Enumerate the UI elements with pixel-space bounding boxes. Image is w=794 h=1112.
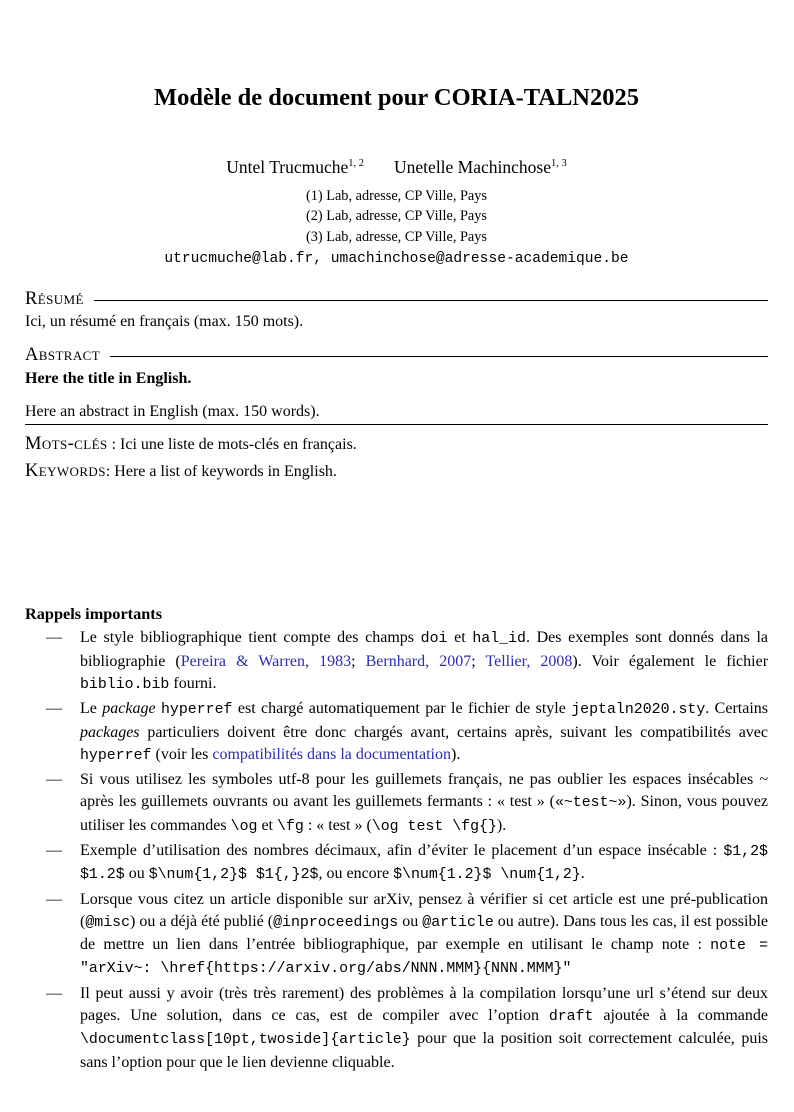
text-segment: fourni.: [169, 674, 217, 692]
list-item: [25, 769, 768, 838]
inline-code: draft: [548, 1009, 594, 1026]
paper-title: Modèle de document pour CORIA-TALN2025: [153, 84, 639, 111]
text-segment: . Certains: [705, 700, 768, 718]
italic-text: package: [102, 700, 156, 718]
citation-link[interactable]: compatibilités dans la documentation: [212, 745, 451, 763]
dash-bullet: —: [46, 629, 62, 647]
dash-bullet: —: [46, 771, 62, 789]
inline-code: biblio.bib: [80, 676, 170, 693]
author-2-affiliation-marks: 1, 3: [550, 158, 567, 169]
text-segment: ajoutée à la commande: [593, 1007, 768, 1025]
keywords-label: Keywords: [25, 461, 106, 482]
text-segment: et: [447, 629, 473, 647]
list-item: [25, 627, 768, 696]
inline-code: \og test \fg{}: [371, 818, 497, 835]
affiliation-line-1: (1) Lab, adresse, CP Ville, Pays: [305, 187, 487, 204]
resume-label: Résumé: [25, 289, 84, 310]
authors-line: [25, 152, 768, 179]
text-segment: ou autre). Dans tous les cas, il est possible de mettre un lien dans l’entrée bibliographique, par exemple en utilisant le champ note :: [80, 912, 769, 954]
abstract-rule: [110, 356, 768, 357]
author-1-name: Untel Trucmuche: [226, 156, 349, 177]
text-segment: , ou encore: [318, 865, 394, 883]
abstract-text: Here an abstract in English (max. 150 words).: [25, 403, 320, 421]
text-segment: pour que la position soit correctement calculée, puis sans l’option pour que le lien devienne cliquable.: [80, 1030, 768, 1071]
list-item-text: [80, 698, 768, 767]
text-segment: Le: [80, 700, 103, 718]
citation-link[interactable]: Bernhard, 2007: [365, 652, 472, 670]
inline-code: hyperref: [80, 747, 152, 764]
affiliations-block: [25, 186, 768, 248]
inline-code: jeptaln2020.sty: [571, 702, 706, 719]
inline-code: $\num{1.2}$ \num{1,2}: [393, 867, 581, 884]
text-segment: ).: [496, 816, 507, 834]
text-segment: et: [257, 816, 277, 834]
text-segment: . Des exemples sont donnés dans la bibliographie (: [80, 629, 769, 670]
inline-code: @inproceedings: [273, 914, 399, 931]
resume-text: Ici, un résumé en français (max. 150 mots).: [25, 313, 304, 331]
citation-link[interactable]: Tellier, 2008: [485, 652, 573, 670]
text-segment: Exemple d’utilisation des nombres décimaux, afin d’éviter le placement d’un espace insécable :: [80, 842, 724, 859]
mots-cles-line: [25, 434, 768, 456]
rappels-list: [25, 627, 768, 1074]
inline-code: note = "arXiv~: \href{https://arxiv.org/abs/NNN.MMM}{NNN.MMM}": [80, 938, 769, 978]
list-item: [25, 698, 768, 767]
inline-code: @misc: [85, 914, 131, 931]
inline-code: \fg: [277, 818, 304, 835]
list-item-text: [80, 840, 768, 887]
abstract-section-header: [25, 345, 768, 365]
list-item-text: [80, 769, 768, 838]
affiliation-line-3: (3) Lab, adresse, CP Ville, Pays: [305, 228, 487, 245]
text-segment: ;: [471, 652, 486, 670]
list-item-text: [80, 889, 768, 981]
inline-code: «~test~»: [554, 795, 627, 812]
rappels-heading: Rappels importants: [25, 604, 163, 624]
list-item-text: [80, 627, 768, 696]
inline-code: $\num{1,2}$ $1{,}2$: [148, 867, 319, 884]
text-segment: ;: [351, 652, 366, 670]
abstract-bottom-rule: [25, 424, 768, 425]
inline-code: $1,2$ $1.2$: [80, 844, 768, 884]
keywords-line: [25, 461, 768, 483]
text-segment: (voir les: [151, 745, 213, 763]
text-segment: ou: [124, 865, 149, 883]
citation-link[interactable]: Pereira & Warren, 1983: [180, 652, 352, 670]
text-segment: Lorsque vous citez un article disponible sur arXiv, pensez à vérifier si cet article est une pré-publication (: [80, 890, 768, 930]
inline-code: \documentclass[10pt,twoside]{article}: [80, 1032, 411, 1049]
text-segment: ) ou a déjà été publié (: [130, 912, 274, 930]
list-item: [25, 840, 768, 887]
italic-text: packages: [80, 723, 140, 741]
text-segment: Il peut aussi y avoir (très très rarement) des problèmes à la compilation lorsqu’une url s’étend sur deux pages. Une solution, dans ce cas, est de compiler avec l’option: [80, 984, 768, 1025]
resume-section-header: [25, 289, 768, 309]
resume-rule: [94, 300, 768, 301]
text-segment: est chargé automatiquement par le fichier de style: [232, 700, 572, 718]
dash-bullet: —: [46, 842, 62, 859]
author-1-affiliation-marks: 1, 2: [348, 158, 365, 169]
text-segment: ).: [450, 745, 461, 763]
keywords-text: : Here a list of keywords in English.: [105, 463, 337, 481]
author-1: [226, 157, 364, 177]
abstract-label: Abstract: [25, 345, 101, 366]
english-title: Here the title in English.: [25, 370, 192, 388]
inline-code: doi: [420, 631, 448, 648]
inline-code: hyperref: [160, 702, 233, 719]
text-segment: particuliers doivent être donc chargés avant, certains après, suivant les compatibilités avec: [139, 723, 768, 741]
author-emails: utrucmuche@lab.fr, umachinchose@adresse-academique.be: [164, 251, 629, 268]
affiliation-line-2: (2) Lab, adresse, CP Ville, Pays: [305, 208, 487, 225]
dash-bullet: —: [46, 700, 62, 718]
inline-code: \og: [230, 818, 258, 835]
text-segment: ou: [398, 912, 423, 930]
mots-cles-label: Mots-clés: [25, 434, 108, 455]
author-2: [394, 157, 567, 177]
author-2-name: Unetelle Machinchose: [394, 156, 551, 177]
dash-bullet: —: [46, 890, 62, 908]
inline-code: @article: [422, 914, 494, 931]
text-segment: .: [580, 865, 585, 883]
list-item: [25, 983, 768, 1074]
text-segment: Le style bibliographique tient compte des champs: [80, 629, 421, 647]
list-item-text: [80, 983, 768, 1074]
text-segment: : « test » (: [303, 816, 372, 834]
inline-code: hal_id: [472, 631, 526, 648]
text-segment: ). Sinon, vous pouvez utiliser les commandes: [80, 793, 768, 834]
mots-cles-text: : Ici une liste de mots-clés en français.: [107, 436, 357, 454]
list-item: [25, 889, 768, 981]
text-segment: Si vous utilisez les symboles utf-8 pour les guillemets français, ne pas oublier les espaces insécables ~ après les guillemets ouvrants ou avant les guillemets fermants : « test » (: [80, 771, 768, 811]
dash-bullet: —: [46, 984, 62, 1002]
text-segment: ). Voir également le fichier: [572, 652, 769, 670]
